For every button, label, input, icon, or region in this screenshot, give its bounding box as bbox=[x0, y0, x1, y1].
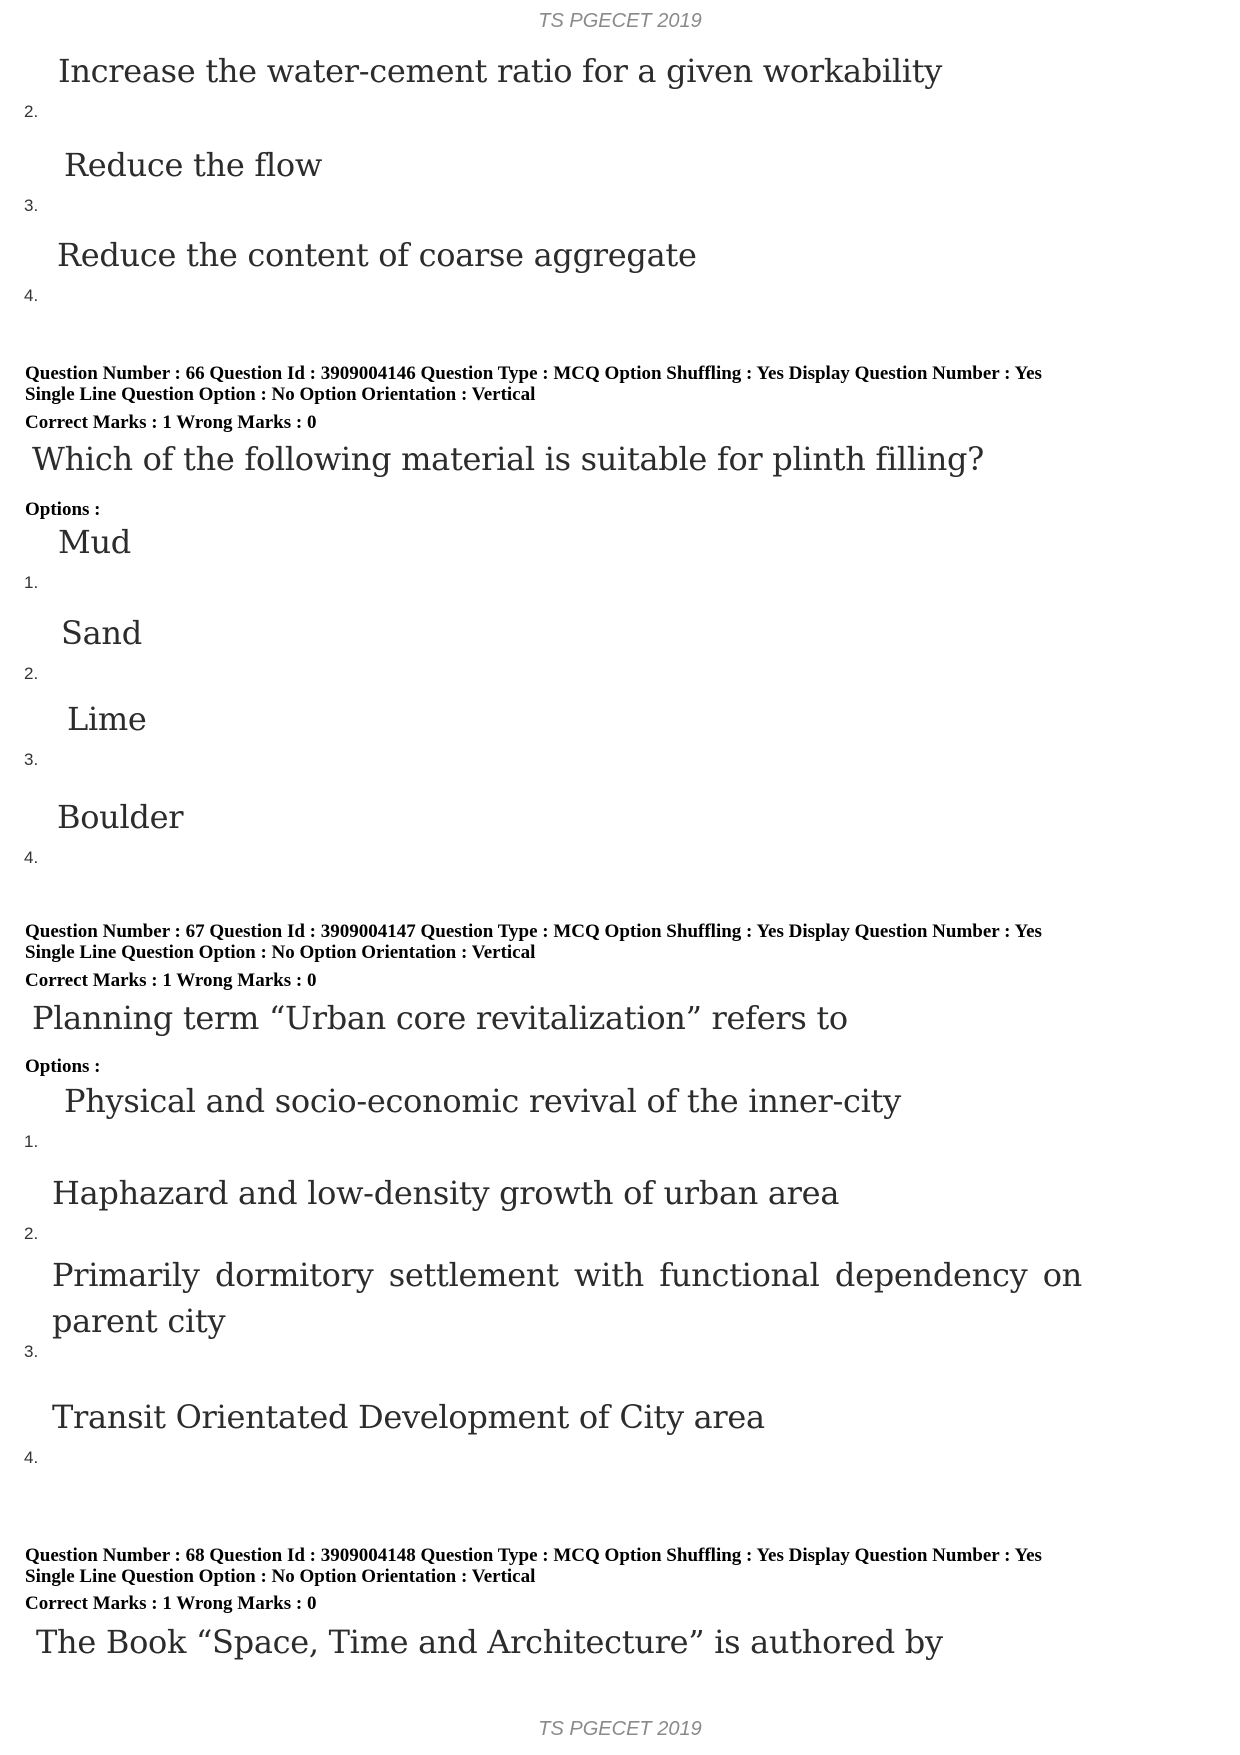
option-number: 4. bbox=[24, 1448, 39, 1467]
option-item[interactable] bbox=[24, 52, 1204, 122]
option-text: Reduce the flow bbox=[64, 146, 322, 184]
question-meta-line2: Single Line Question Option : No Option Orientation : Vertical bbox=[25, 942, 536, 963]
option-text: Sand bbox=[61, 614, 142, 652]
option-text: Increase the water-cement ratio for a given workability bbox=[58, 52, 943, 90]
option-item[interactable] bbox=[24, 1398, 1204, 1468]
option-text: Reduce the content of coarse aggregate bbox=[57, 236, 697, 274]
option-text: Mud bbox=[58, 523, 131, 561]
option-item[interactable] bbox=[24, 700, 1204, 770]
question-marks: Correct Marks : 1 Wrong Marks : 0 bbox=[25, 412, 317, 433]
question-meta bbox=[25, 363, 1215, 405]
option-item[interactable] bbox=[24, 1082, 1204, 1152]
question-marks: Correct Marks : 1 Wrong Marks : 0 bbox=[25, 1593, 317, 1614]
option-text: Physical and socio-economic revival of the inner-city bbox=[64, 1082, 901, 1120]
option-number: 1. bbox=[24, 1132, 39, 1151]
options-label: Options : bbox=[25, 499, 101, 520]
option-text: Lime bbox=[67, 700, 147, 738]
question-meta bbox=[25, 1545, 1215, 1587]
option-text: Haphazard and low-density growth of urban area bbox=[52, 1174, 840, 1212]
question-text: Planning term “Urban core revitalization” refers to bbox=[32, 999, 848, 1037]
option-item[interactable] bbox=[24, 146, 1204, 216]
option-item[interactable] bbox=[24, 798, 1204, 868]
question-meta-line1: Question Number : 67 Question Id : 3909004147 Question Type : MCQ Option Shuffling : Yes Display Question Number : Yes bbox=[25, 921, 1042, 942]
option-item[interactable] bbox=[24, 1174, 1204, 1244]
question-meta-line1: Question Number : 68 Question Id : 3909004148 Question Type : MCQ Option Shuffling : Yes Display Question Number : Yes bbox=[25, 1545, 1042, 1566]
option-number: 3. bbox=[24, 196, 39, 215]
option-number: 2. bbox=[24, 664, 39, 683]
option-number: 1. bbox=[24, 573, 39, 592]
question-meta-line2: Single Line Question Option : No Option Orientation : Vertical bbox=[25, 384, 536, 405]
option-number: 3. bbox=[24, 750, 39, 769]
option-number: 2. bbox=[24, 1224, 39, 1243]
option-text: Boulder bbox=[57, 798, 184, 836]
option-item[interactable] bbox=[24, 523, 1204, 593]
option-item[interactable] bbox=[24, 614, 1204, 684]
option-text: Transit Orientated Development of City area bbox=[52, 1398, 765, 1436]
page-header: TS PGECET 2019 bbox=[538, 10, 702, 32]
option-number: 3. bbox=[24, 1342, 39, 1361]
question-meta-line2: Single Line Question Option : No Option Orientation : Vertical bbox=[25, 1566, 536, 1587]
option-number: 4. bbox=[24, 848, 39, 867]
question-text: Which of the following material is suitable for plinth filling? bbox=[32, 440, 985, 478]
options-label: Options : bbox=[25, 1056, 101, 1077]
page-footer: TS PGECET 2019 bbox=[538, 1718, 702, 1740]
question-meta bbox=[25, 921, 1215, 963]
question-text: The Book “Space, Time and Architecture” is authored by bbox=[36, 1623, 943, 1661]
option-number: 2. bbox=[24, 102, 39, 121]
option-number: 4. bbox=[24, 286, 39, 305]
option-item[interactable] bbox=[24, 1252, 1204, 1362]
question-marks: Correct Marks : 1 Wrong Marks : 0 bbox=[25, 970, 317, 991]
option-item[interactable] bbox=[24, 236, 1204, 306]
question-meta-line1: Question Number : 66 Question Id : 3909004146 Question Type : MCQ Option Shuffling : Yes Display Question Number : Yes bbox=[25, 363, 1042, 384]
option-text: Primarily dormitory settlement with functional dependency on parent city bbox=[52, 1256, 1082, 1340]
